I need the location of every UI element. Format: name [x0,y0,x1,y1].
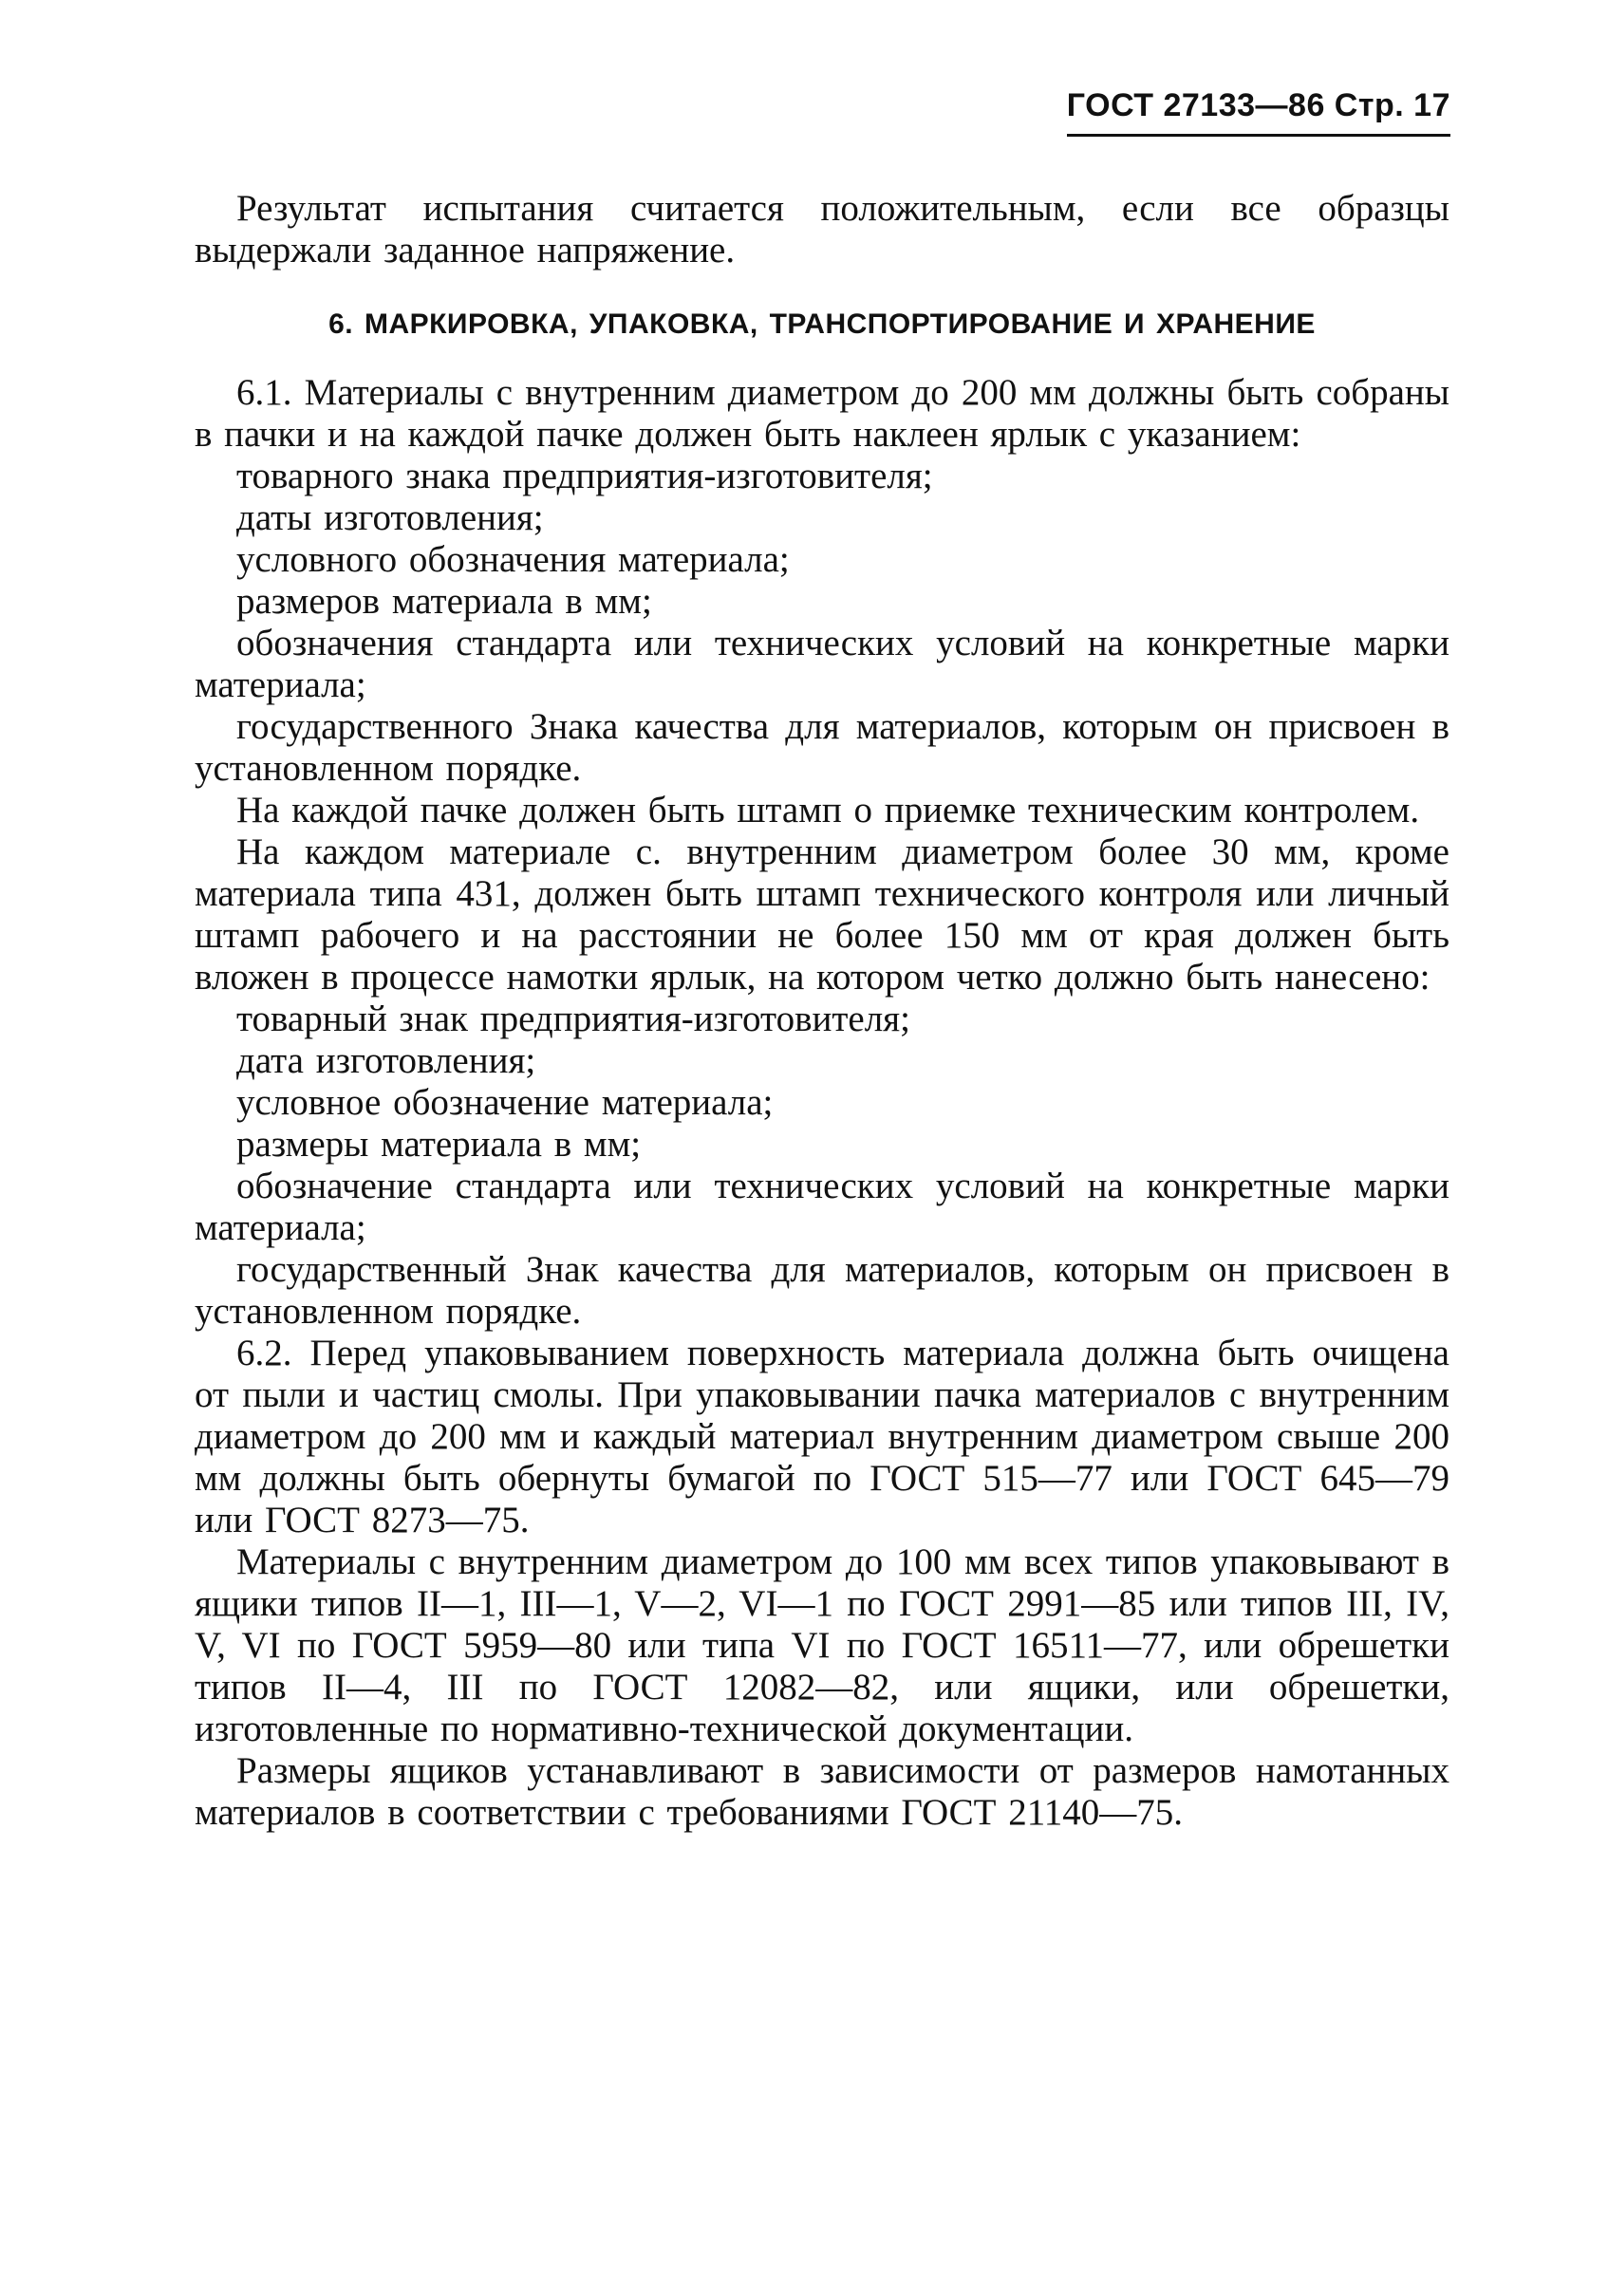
list-item: размеры материала в мм; [236,1124,642,1165]
list-item: товарного знака предприятия-изготовителя; [236,456,933,496]
list-item: обозначения стандарта или технических условий на конкретные марки материала; [195,623,1449,705]
paragraph-test-result: Результат испытания считается положительным, если все образцы выдержали заданное напряжение. [195,188,1449,271]
paragraph-6-1: 6.1. Материалы с внутренним диаметром до 200 мм должны быть собраны в пачки и на каждой пачке должен быть наклеен ярлык с указанием: [195,372,1449,455]
list-item: даты изготовления; [236,497,544,538]
paragraph-each-material: На каждом материале с. внутренним диаметром более 30 мм, кроме материала типа 431, должен быть штамп технического контроля или личный штамп рабочего и на расстоянии не более 150 мм от края должен быть вложен в процессе намотки ярлык, на котором четко должно быть нанесено: [195,831,1449,998]
list-item: обозначение стандарта или технических условий на конкретные марки материала; [195,1166,1449,1248]
list-item: государственный Знак качества для материалов, которым он присвоен в установленном порядке. [195,1249,1449,1332]
list-item: дата изготовления; [236,1040,536,1081]
paragraph-stamp: На каждой пачке должен быть штамп о приемке техническим контролем. [236,790,1420,831]
list-item: государственного Знака качества для материалов, которым он присвоен в установленном порядке. [195,706,1449,789]
list-item: условное обозначение материала; [236,1082,774,1123]
list-item: размеров материала в мм; [236,581,652,622]
list-item: условного обозначения материала; [236,539,790,580]
page-body [195,188,1449,1834]
list-item: товарный знак предприятия-изготовителя; [236,999,910,1039]
running-head: ГОСТ 27133—86 Стр. 17 [1067,87,1450,137]
paragraph-box-sizes: Размеры ящиков устанавливают в зависимости от размеров намотанных материалов в соответствии с требованиями ГОСТ 21140—75. [195,1750,1449,1833]
paragraph-boxes-types: Материалы с внутренним диаметром до 100 мм всех типов упаковывают в ящики типов II—1, III—1, V—2, VI—1 по ГОСТ 2991—85 или типов III, IV, V, VI по ГОСТ 5959—80 или типа VI по ГОСТ 16511—77, или обрешетки типов II—4, III по ГОСТ 12082—82, или ящики, или обрешетки, изготовленные по нормативно-технической документации. [195,1541,1449,1749]
paragraph-6-2: 6.2. Перед упаковыванием поверхность материала должна быть очищена от пыли и частиц смолы. При упаковывании пачка материалов с внутренним диаметром до 200 мм и каждый материал внутренним диаметром свыше 200 мм должны быть обернуты бумагой по ГОСТ 515—77 или ГОСТ 645—79 или ГОСТ 8273—75. [195,1333,1449,1540]
section-heading: 6. МАРКИРОВКА, УПАКОВКА, ТРАНСПОРТИРОВАНИЕ И ХРАНЕНИЕ [328,308,1316,340]
